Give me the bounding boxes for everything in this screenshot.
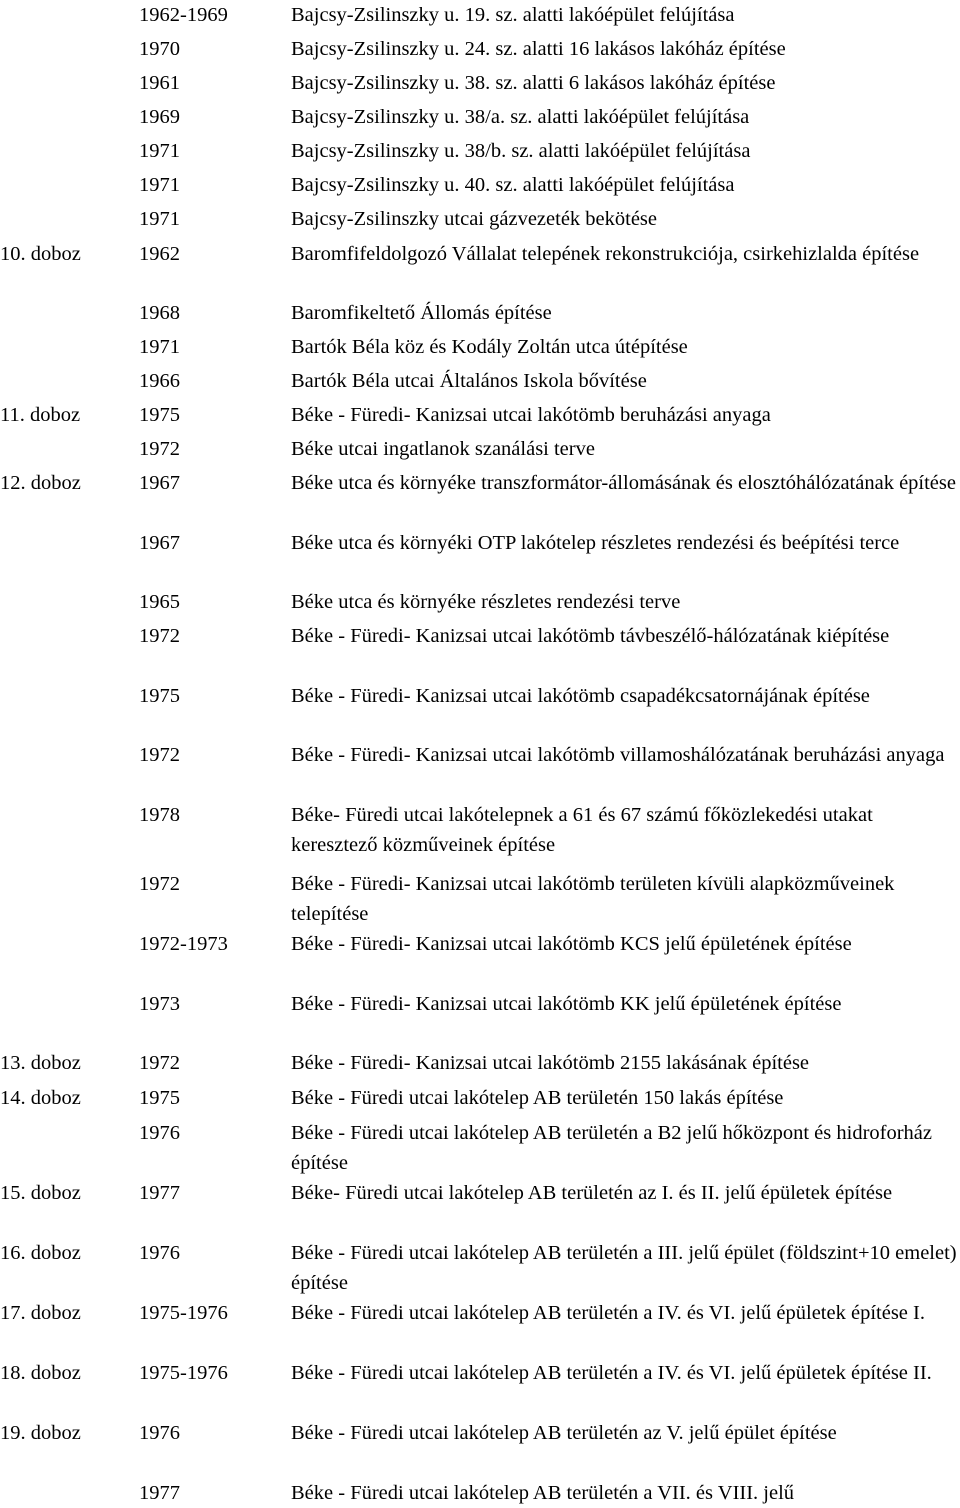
year-cell: 1970	[139, 38, 180, 60]
description-cell: Béke- Füredi utcai lakótelep AB területén az I. és II. jelű épületek építése	[291, 1182, 893, 1204]
table-row	[0, 869, 960, 925]
box-number: 10. doboz	[0, 243, 81, 265]
table-row	[0, 740, 960, 770]
table-row	[0, 1048, 960, 1078]
table-row	[0, 1118, 960, 1174]
year-cell: 1976	[139, 1422, 180, 1444]
year-cell: 1975	[139, 1087, 180, 1109]
year-cell: 1978	[139, 804, 180, 826]
description-cell: Béke utcai ingatlanok szanálási terve	[291, 438, 595, 460]
description-cell: Béke - Füredi- Kanizsai utcai lakótömb villamoshálózatának beruházási anyaga	[291, 744, 945, 766]
description-cell: Bajcsy-Zsilinszky u. 38/a. sz. alatti lakóépület felújítása	[291, 106, 750, 128]
description-cell: Béke - Füredi- Kanizsai utcai lakótömb 2155 lakásának építése	[291, 1052, 810, 1074]
box-number: 19. doboz	[0, 1422, 81, 1444]
description-cell: Baromfifeldolgozó Vállalat telepének rekonstrukciója, csirkehizlalda építése	[291, 243, 920, 265]
table-row	[0, 170, 960, 200]
description-cell: Bartók Béla utcai Általános Iskola bővítése	[291, 370, 647, 392]
table-row	[0, 34, 960, 64]
description-cell: Bajcsy-Zsilinszky u. 40. sz. alatti lakóépület felújítása	[291, 174, 735, 196]
year-cell: 1966	[139, 370, 180, 392]
box-number: 15. doboz	[0, 1182, 81, 1204]
year-cell: 1967	[139, 532, 180, 554]
year-cell: 1976	[139, 1122, 180, 1144]
year-cell: 1971	[139, 140, 180, 162]
table-row	[0, 366, 960, 396]
description-cell: Bajcsy-Zsilinszky u. 38/b. sz. alatti lakóépület felújítása	[291, 140, 751, 162]
year-cell: 1973	[139, 993, 180, 1015]
year-cell: 1965	[139, 591, 180, 613]
year-cell: 1967	[139, 472, 180, 494]
table-row	[0, 587, 960, 617]
year-cell: 1971	[139, 208, 180, 230]
box-number: 11. doboz	[0, 404, 81, 426]
table-row	[0, 332, 960, 362]
box-number: 18. doboz	[0, 1362, 81, 1384]
description-cell: Béke utca és környéki OTP lakótelep részletes rendezési és beépítési terce	[291, 532, 900, 554]
description-cell: Bajcsy-Zsilinszky utcai gázvezeték bekötése	[291, 208, 658, 230]
box-number: 17. doboz	[0, 1302, 81, 1324]
year-cell: 1962	[139, 243, 180, 265]
table-row	[0, 468, 960, 498]
table-row	[0, 434, 960, 464]
description-cell: Béke- Füredi utcai lakótelepnek a 61 és 67 számú főközlekedési utakat keresztező közműveinek építése	[291, 804, 873, 856]
table-row	[0, 800, 960, 856]
description-cell: Béke - Füredi- Kanizsai utcai lakótömb területen kívüli alapközműveinek telepítése	[291, 873, 895, 925]
table-row	[0, 1083, 960, 1113]
description-cell: Bajcsy-Zsilinszky u. 19. sz. alatti lakóépület felújítása	[291, 4, 735, 26]
description-cell: Béke utca és környéke transzformátor-állomásának és elosztóhálózatának építése	[291, 472, 956, 494]
year-cell: 1975	[139, 404, 180, 426]
table-row	[0, 298, 960, 328]
year-cell: 1968	[139, 302, 180, 324]
description-cell: Béke - Füredi utcai lakótelep AB területén a VII. és VIII. jelű	[291, 1482, 795, 1504]
description-cell: Béke - Füredi utcai lakótelep AB területén a III. jelű épület (földszint+10 emelet) építése	[291, 1242, 957, 1294]
description-cell: Béke - Füredi utcai lakótelep AB területén a IV. és VI. jelű épületek építése II.	[291, 1362, 932, 1384]
table-row	[0, 1478, 960, 1508]
year-cell: 1969	[139, 106, 180, 128]
table-row	[0, 621, 960, 651]
description-cell: Béke - Füredi utcai lakótelep AB területén a B2 jelű hőközpont és hidroforház építése	[291, 1122, 933, 1174]
box-number: 14. doboz	[0, 1087, 81, 1109]
year-cell: 1975-1976	[139, 1302, 228, 1324]
table-row	[0, 204, 960, 234]
box-number: 16. doboz	[0, 1242, 81, 1264]
table-row	[0, 1178, 960, 1208]
description-cell: Béke - Füredi- Kanizsai utcai lakótömb KK jelű épületének építése	[291, 993, 842, 1015]
table-row	[0, 528, 960, 558]
year-cell: 1975-1976	[139, 1362, 228, 1384]
description-cell: Béke utca és környéke részletes rendezési terve	[291, 591, 681, 613]
table-row	[0, 1358, 960, 1388]
year-cell: 1972	[139, 1052, 180, 1074]
year-cell: 1962-1969	[139, 4, 228, 26]
description-cell: Béke - Füredi- Kanizsai utcai lakótömb csapadékcsatornájának építése	[291, 685, 870, 707]
year-cell: 1961	[139, 72, 180, 94]
year-cell: 1972	[139, 438, 180, 460]
table-row	[0, 68, 960, 98]
table-row	[0, 102, 960, 132]
description-cell: Bartók Béla köz és Kodály Zoltán utca útépítése	[291, 336, 688, 358]
table-row	[0, 929, 960, 959]
description-cell: Bajcsy-Zsilinszky u. 24. sz. alatti 16 lakásos lakóház építése	[291, 38, 786, 60]
box-number: 12. doboz	[0, 472, 81, 494]
table-row	[0, 1418, 960, 1448]
year-cell: 1972-1973	[139, 933, 228, 955]
description-cell: Bajcsy-Zsilinszky u. 38. sz. alatti 6 lakásos lakóház építése	[291, 72, 776, 94]
table-row	[0, 989, 960, 1019]
year-cell: 1972	[139, 744, 180, 766]
table-row	[0, 136, 960, 166]
table-row	[0, 400, 960, 430]
description-cell: Béke - Füredi utcai lakótelep AB területén az V. jelű épület építése	[291, 1422, 837, 1444]
table-row	[0, 239, 960, 269]
year-cell: 1976	[139, 1242, 180, 1264]
table-row	[0, 0, 960, 30]
year-cell: 1977	[139, 1182, 180, 1204]
table-row	[0, 681, 960, 711]
box-number: 13. doboz	[0, 1052, 81, 1074]
year-cell: 1975	[139, 685, 180, 707]
table-row	[0, 1298, 960, 1328]
description-cell: Baromfikeltető Állomás építése	[291, 302, 552, 324]
year-cell: 1972	[139, 873, 180, 895]
description-cell: Béke - Füredi utcai lakótelep AB területén a IV. és VI. jelű épületek építése I.	[291, 1302, 925, 1324]
table-row	[0, 1238, 960, 1294]
year-cell: 1971	[139, 174, 180, 196]
description-cell: Béke - Füredi- Kanizsai utcai lakótömb KCS jelű épületének építése	[291, 933, 852, 955]
year-cell: 1971	[139, 336, 180, 358]
description-cell: Béke - Füredi- Kanizsai utcai lakótömb beruházási anyaga	[291, 404, 771, 426]
description-cell: Béke - Füredi utcai lakótelep AB területén 150 lakás építése	[291, 1087, 784, 1109]
year-cell: 1972	[139, 625, 180, 647]
description-cell: Béke - Füredi- Kanizsai utcai lakótömb távbeszélő-hálózatának kiépítése	[291, 625, 890, 647]
year-cell: 1977	[139, 1482, 180, 1504]
